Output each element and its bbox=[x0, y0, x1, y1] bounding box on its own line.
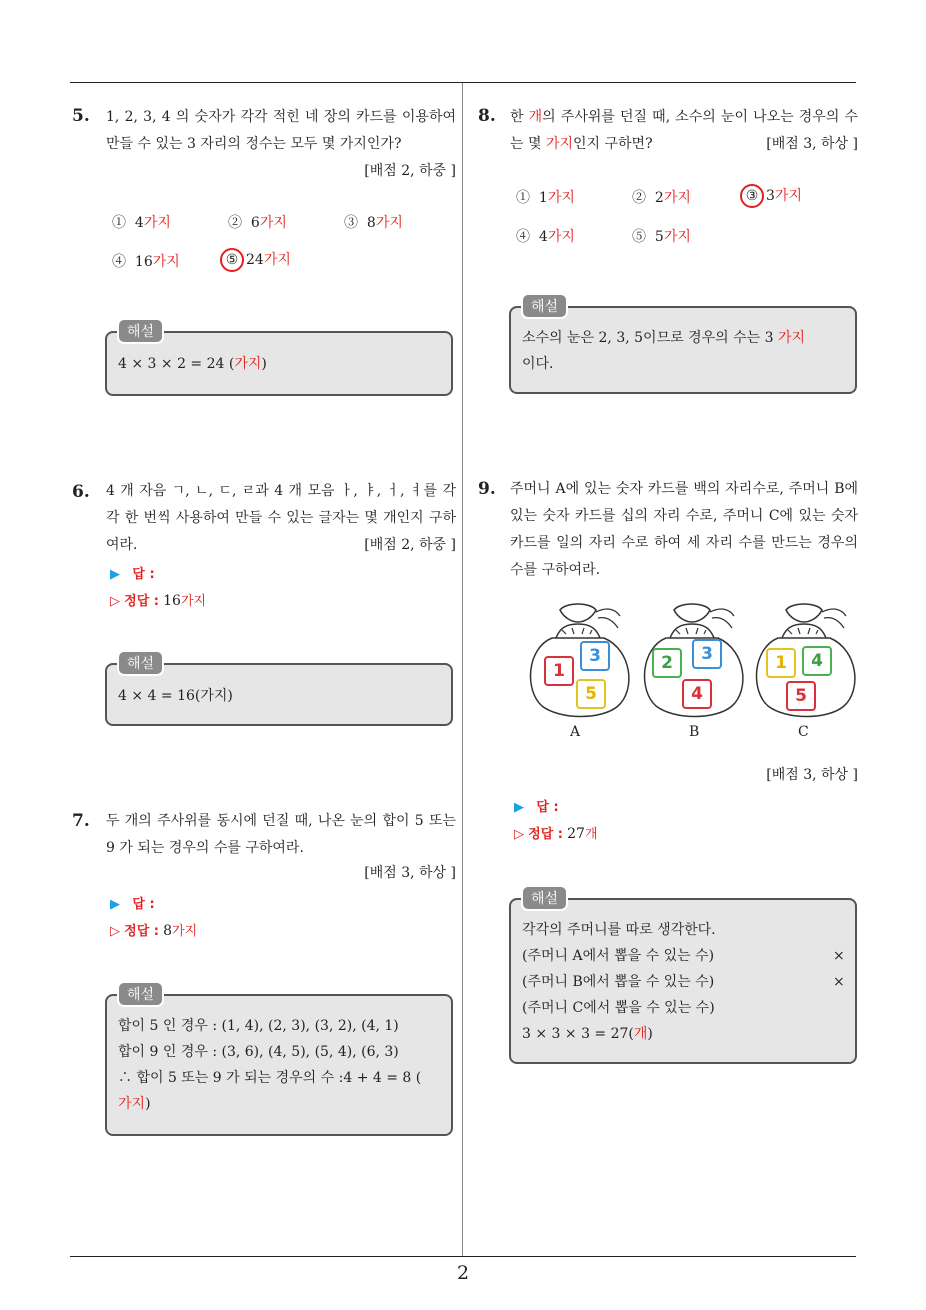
option-value: 16 bbox=[134, 254, 153, 270]
option-mark: ③ bbox=[344, 215, 358, 231]
card-a-5: 5 bbox=[576, 679, 606, 709]
card-b-3: 3 bbox=[692, 639, 722, 669]
correct-answer-line bbox=[110, 920, 197, 939]
solution-line: 합이 9 인 경우 : (3, 6), (4, 5), (5, 4), (6, 3) bbox=[118, 1044, 399, 1060]
solution-line: 각각의 주머니를 따로 생각한다. bbox=[522, 922, 716, 938]
option-mark: ④ bbox=[516, 229, 530, 245]
option-unit: 가지 bbox=[547, 229, 575, 245]
bag-label-a: A bbox=[570, 724, 581, 740]
question-number: 8. bbox=[478, 106, 496, 126]
solution-tag: 해설 bbox=[521, 885, 568, 911]
bag-label-c: C bbox=[798, 724, 809, 740]
option-3[interactable] bbox=[344, 212, 403, 232]
question-text: 4 개 자음 ㄱ, ㄴ, ㄷ, ㄹ과 4 개 모음 ㅏ, ㅑ, ㅓ, ㅕ를 각각 한 번씩 사용하여 만들 수 있는 글자는 몇 개인지 구하여라. bbox=[106, 483, 456, 553]
solution-unit: 가지 bbox=[234, 356, 262, 372]
correct-unit: 가지 bbox=[180, 594, 207, 609]
solution-text bbox=[522, 917, 716, 1047]
option-unit: 가지 bbox=[152, 254, 180, 270]
question-text-unit: 가지 bbox=[545, 136, 574, 152]
question-meta: [배점 3, 하상 ] bbox=[364, 865, 456, 881]
option-mark: ⑤ bbox=[632, 229, 646, 245]
play-arrow-icon: ▶ bbox=[110, 897, 120, 912]
option-value: 2 bbox=[654, 190, 664, 206]
solution-line-text: 3 × 3 × 3 = 27( bbox=[522, 1026, 634, 1042]
correct-value: 8 bbox=[163, 923, 173, 939]
solution-expression: 4 × 3 × 2 = 24 ( bbox=[118, 356, 235, 372]
question-text-part: 인지 구하면? bbox=[573, 136, 653, 152]
question-text-part: 의 주사위를 던질 때, 소수의 눈이 나오는 경우의 수는 몇 bbox=[510, 109, 858, 152]
correct-value: 27 bbox=[567, 826, 585, 842]
option-1[interactable] bbox=[516, 187, 575, 207]
question-text: 주머니 A에 있는 숫자 카드를 백의 자리수로, 주머니 B에 있는 숫자 카드를 십의 자리 수로, 주머니 C에 있는 숫자 카드를 일의 자리 수로 하여 세 자리 수를 만드는 경우의 수를 구하여라. bbox=[510, 481, 858, 578]
option-value: 3 bbox=[766, 188, 775, 204]
solution-unit: 가지 bbox=[777, 330, 806, 346]
correct-value: 16 bbox=[163, 593, 181, 609]
question-text: 1, 2, 3, 4 의 숫자가 각각 적힌 네 장의 카드를 이용하여 만들 수 있는 3 자리의 정수는 모두 몇 가지인가? bbox=[106, 109, 456, 152]
card-b-4: 4 bbox=[682, 679, 712, 709]
answer-line bbox=[514, 796, 559, 815]
option-3-selected[interactable] bbox=[744, 184, 802, 208]
question-number: 7. bbox=[72, 811, 90, 831]
option-unit: 가지 bbox=[263, 252, 291, 268]
answer-label: 답 : bbox=[132, 567, 155, 582]
option-value: 8 bbox=[366, 215, 376, 231]
option-4[interactable] bbox=[112, 251, 180, 271]
option-mark: ① bbox=[516, 190, 530, 206]
card-c-1: 1 bbox=[766, 648, 796, 678]
solution-line: 합이 5 인 경우 : (1, 4), (2, 3), (3, 2), (4, 1) bbox=[118, 1018, 399, 1034]
card-c-5: 5 bbox=[786, 681, 816, 711]
question-text: 두 개의 주사위를 동시에 던질 때, 나온 눈의 합이 5 또는 9 가 되는 경우의 수를 구하여라. bbox=[106, 813, 456, 856]
card-a-3: 3 bbox=[580, 641, 610, 671]
question-meta: [배점 3, 하상 ] bbox=[766, 136, 858, 152]
option-value: 5 bbox=[654, 229, 664, 245]
bottom-rule bbox=[70, 1256, 856, 1257]
solution-text: 4 × 4 = 16(가지) bbox=[118, 688, 233, 704]
answer-line bbox=[110, 893, 155, 912]
option-mark: ④ bbox=[112, 254, 126, 270]
bag-label-b: B bbox=[689, 724, 700, 740]
option-unit: 가지 bbox=[143, 215, 171, 231]
times-symbol-1: × bbox=[833, 948, 845, 964]
column-divider bbox=[462, 83, 463, 1256]
page-number: 2 bbox=[456, 1262, 470, 1284]
option-value: 4 bbox=[134, 215, 144, 231]
answer-label: 답 : bbox=[536, 800, 559, 815]
correct-answer-line bbox=[514, 823, 598, 842]
solution-line: ∴ 합이 5 또는 9 가 되는 경우의 수 :4 + 4 = 8 ( bbox=[118, 1070, 422, 1086]
solution-close: ) bbox=[647, 1026, 653, 1042]
answer-label: 답 : bbox=[132, 897, 155, 912]
option-value: 6 bbox=[250, 215, 260, 231]
question-number: 6. bbox=[72, 482, 90, 502]
outline-arrow-icon: ▷ bbox=[110, 924, 120, 939]
option-2[interactable] bbox=[228, 212, 287, 232]
solution-line: (주머니 A에서 뽑을 수 있는 수) bbox=[522, 948, 715, 964]
solution-unit: 가지 bbox=[118, 1096, 146, 1112]
solution-line: (주머니 C에서 뽑을 수 있는 수) bbox=[522, 1000, 715, 1016]
question-meta: [배점 2, 하중 ] bbox=[364, 163, 456, 179]
solution-tag: 해설 bbox=[117, 318, 164, 344]
solution-line bbox=[522, 325, 805, 351]
option-mark: ② bbox=[632, 190, 646, 206]
outline-arrow-icon: ▷ bbox=[110, 594, 120, 609]
selected-answer-circle: ⑤ bbox=[220, 248, 244, 272]
correct-label: 정답 : bbox=[528, 827, 563, 842]
option-unit: 가지 bbox=[663, 229, 691, 245]
option-mark: ② bbox=[228, 215, 242, 231]
solution-text bbox=[522, 325, 805, 377]
option-unit: 가지 bbox=[547, 190, 575, 206]
solution-tag: 해설 bbox=[521, 293, 568, 319]
option-unit: 가지 bbox=[375, 215, 403, 231]
option-2[interactable] bbox=[632, 187, 691, 207]
correct-label: 정답 : bbox=[124, 924, 159, 939]
option-1[interactable] bbox=[112, 212, 171, 232]
option-unit: 가지 bbox=[774, 188, 802, 204]
solution-tag: 해설 bbox=[117, 981, 164, 1007]
card-b-2: 2 bbox=[652, 648, 682, 678]
question-meta: [배점 2, 하중 ] bbox=[364, 537, 456, 553]
answer-line bbox=[110, 563, 155, 582]
correct-unit: 개 bbox=[584, 827, 598, 842]
question-number: 5. bbox=[72, 106, 90, 126]
option-mark: ① bbox=[112, 215, 126, 231]
correct-answer-line bbox=[110, 590, 206, 609]
question-number: 9. bbox=[478, 479, 496, 499]
option-unit: 가지 bbox=[259, 215, 287, 231]
solution-close: ) bbox=[261, 356, 267, 372]
correct-label: 정답 : bbox=[124, 594, 159, 609]
question-text-part: 한 bbox=[510, 109, 529, 125]
question-meta: [배점 3, 하상 ] bbox=[766, 767, 858, 783]
solution-text bbox=[118, 1013, 421, 1117]
option-value: 1 bbox=[538, 190, 548, 206]
selected-answer-circle: ③ bbox=[740, 184, 764, 208]
solution-line: (주머니 B에서 뽑을 수 있는 수) bbox=[522, 974, 715, 990]
option-unit: 가지 bbox=[663, 190, 691, 206]
solution-line: 이다. bbox=[522, 356, 554, 372]
card-a-1: 1 bbox=[544, 656, 574, 686]
solution-line-text: 소수의 눈은 2, 3, 5이므로 경우의 수는 3 bbox=[522, 330, 778, 346]
option-5[interactable] bbox=[632, 226, 691, 246]
correct-unit: 가지 bbox=[172, 924, 198, 939]
solution-line bbox=[522, 1021, 716, 1047]
play-arrow-icon: ▶ bbox=[110, 567, 120, 582]
solution-close: ) bbox=[145, 1096, 151, 1112]
option-4[interactable] bbox=[516, 226, 575, 246]
solution-unit: 개 bbox=[633, 1026, 648, 1042]
card-c-4: 4 bbox=[802, 646, 832, 676]
solution-line-end bbox=[118, 1091, 421, 1117]
outline-arrow-icon: ▷ bbox=[514, 827, 524, 842]
play-arrow-icon: ▶ bbox=[514, 800, 524, 815]
question-text-unit: 개 bbox=[528, 109, 543, 125]
top-rule bbox=[70, 82, 856, 83]
solution-tag: 해설 bbox=[117, 650, 164, 676]
option-value: 4 bbox=[538, 229, 548, 245]
option-5-selected[interactable] bbox=[224, 248, 291, 272]
option-value: 24 bbox=[246, 252, 264, 268]
times-symbol-2: × bbox=[833, 974, 845, 990]
solution-text bbox=[118, 351, 267, 377]
